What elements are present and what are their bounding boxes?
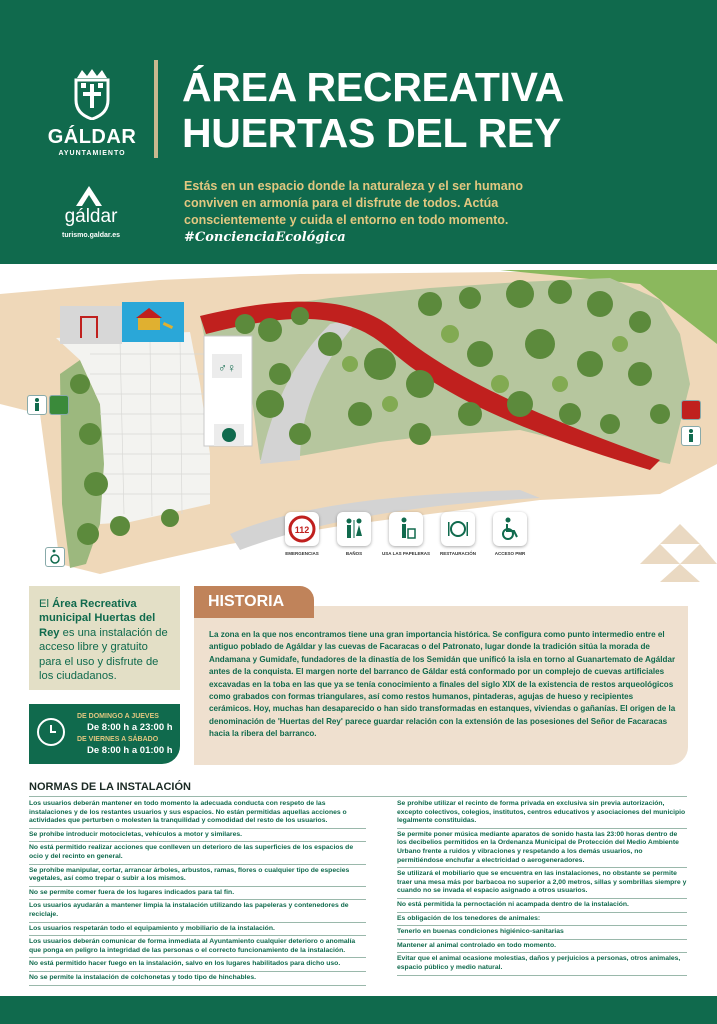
emergency-112-icon (285, 512, 319, 546)
rule-item: No está permitido realizar acciones que conlleven un deterioro de las superficies de los espacios de ocio y del recinto en general. (29, 844, 366, 864)
emergency-number: 112 (294, 525, 310, 535)
brand-subtitle: AYUNTAMIENTO (58, 150, 126, 157)
galdar-tourism-logo-icon (74, 184, 104, 208)
service-label: USA LAS PAPELERAS (382, 551, 431, 556)
rule-item: Los usuarios deberán comunicar de forma inmediata al Ayuntamiento cualquier deterioro o anomalía que ponga en peligro la integridad de las personas o el correcto funcionamiento de la instalación. (29, 938, 366, 958)
info-box (29, 586, 180, 690)
service-label: RESTAURACIÓN (440, 551, 476, 556)
restaurant-icon (441, 512, 475, 546)
rule-item: Tenerlo en buenas condiciones higiénico-sanitarias (397, 928, 687, 940)
intro-text: Estás en un espacio donde la naturaleza y el ser humano conviven en armonía para el disfrute de todos. Actúa conscientemente y cuida el entorno en todo momento. (184, 179, 523, 227)
rule-item: Los usuarios respetarán todo el equipamiento y mobiliario de la instalación. (29, 925, 366, 937)
historia-text (209, 629, 677, 741)
normas-divider (29, 796, 687, 797)
header-divider (154, 60, 158, 158)
hours-time-weekdays: De 8:00 h a 23:00 h (87, 722, 173, 733)
info-text: El (39, 598, 53, 610)
recycling-bin-icon (49, 395, 69, 415)
rule-item: Los usuarios ayudarán a mantener limpia la instalación utilizando las papeleras y contenedores de reciclaje. (29, 902, 366, 922)
normas-title: NORMAS DE LA INSTALACIÓN (29, 781, 191, 793)
trash-bin-icon (681, 426, 701, 446)
rule-item: Se permite poner música mediante aparatos de sonido hasta las 23:00 horas dentro de los decibelios permitidos en la Ordenanza Municipal de Protección del Medio Ambiente Urbano frente a ruidos y vibraciones y respetando a los demás usuarios, no permitiéndose enchufar a electricidad o aerogeneradores. (397, 831, 687, 868)
service-emergencias (278, 512, 326, 557)
rule-item: Se prohíbe utilizar el recinto de forma privada en exclusiva sin previa autorización, excepto colectivos, colegios, institutos, centros educativos y asociaciones del municipio legalmente constituidas. (397, 800, 687, 829)
trash-bin-icon (389, 512, 423, 546)
footer-bar (0, 996, 717, 1024)
wheelchair-icon (45, 547, 65, 567)
service-banos (330, 512, 378, 557)
rule-item: Se utilizará el mobiliario que se encuentra en las instalaciones, no obstante se permite traer una mesa más por barbacoa no superior a 2,00 metros, sillas y sombrillas siempre y cuando no se invada el espacio asignado a otros usuarios. (397, 870, 687, 899)
page-title (182, 64, 564, 156)
hours-label-weekdays: DE DOMINGO A JUEVES (77, 713, 159, 720)
recycling-bin-icon (681, 400, 701, 420)
restroom-icon (337, 512, 371, 546)
info-park-name: Área Recreativa municipal Huertas del Rey (39, 598, 156, 639)
historia-title: HISTORIA (194, 586, 314, 618)
tourism-url[interactable]: turismo.galdar.es (62, 232, 120, 239)
historia-paragraph: La zona en la que nos encontramos tiene una gran importancia histórica. Se configura como punto intermedio entre el antiguo poblado de Agáldar y las cuevas de Facaracas o del Patronato, lugar donde la tradición sitúa la morada de Andamana y Gumidafe, fundadores de la dinastía de los Semidán que unificó la isla en torno al Guanartemato de Agáldar antes de la conquista. El margen norte del barranco de Gáldar está conformado por un complejo de cuevas artificiales excavadas en la toba en las que ya se tenía conocimiento a finales del siglo XIX de la existencia de restos arqueológicos como grabados con formas triangulares, así como restos humanos, pintaderas, agujas de hueso y recipientes cerámicos. Hoy, muchas han desaparecido o han sido transformadas en estanques, viviendas o gañanías. El origen de la denominación de (209, 630, 676, 726)
header (0, 0, 717, 272)
rule-item: No se permite comer fuera de los lugares indicados para tal fin. (29, 889, 366, 901)
hours-label-weekend: DE VIERNES A SÁBADO (77, 736, 159, 743)
brand-name: GÁLDAR (47, 126, 137, 148)
hours-time-weekend: De 8:00 h a 01:00 h (87, 745, 173, 756)
normas-right-column (397, 800, 687, 978)
title-line-1: ÁREA RECREATIVA (182, 64, 564, 110)
historia-highlight: 'Huertas del Rey' (277, 716, 343, 726)
info-text: es una instalación de acceso libre y gratuito para el uso y disfrute de los ciudadanos. (39, 626, 168, 683)
rule-item: Evitar que el animal ocasione molestias, daños y perjuicios a personas, otros animales, espacio público y medio natural. (397, 955, 687, 975)
clock-icon (37, 718, 65, 746)
rule-item: No está permitido hacer fuego en la instalación, salvo en los lugares habilitados para dicho uso. (29, 960, 366, 972)
rule-item: Mantener al animal controlado en todo momento. (397, 942, 687, 954)
tourism-name: gáldar (64, 206, 118, 227)
rule-item: Se prohíbe manipular, cortar, arrancar árboles, arbustos, ramas, flores o cualquier tipo de especies vegetales, así como trepar o subir a los mismos. (29, 867, 366, 887)
svg-text:♂♀: ♂♀ (218, 361, 236, 375)
service-acceso-pmr (486, 512, 534, 557)
trash-bin-icon (27, 395, 47, 415)
rule-item: Se prohíbe introducir motocicletas, vehículos a motor y similares. (29, 831, 366, 843)
service-label: BAÑOS (345, 551, 363, 556)
service-restauracion (434, 512, 482, 557)
rule-item: No está permitida la pernoctación ni acampada dentro de la instalación. (397, 901, 687, 913)
service-label: ACCESO PMR (494, 551, 526, 556)
normas-left-column (29, 800, 366, 988)
galdar-crest-icon (73, 68, 111, 120)
rule-item: Es obligación de los tenedores de animales: (397, 915, 687, 927)
service-papeleras (382, 512, 430, 557)
opening-hours (29, 704, 180, 764)
rule-item: Los usuarios deberán mantener en todo momento la adecuada conducta con respeto de las instalaciones y de los restantes usuarios y sus espacios. No están permitidas aquellas acciones o actividades que perturben o molesten la tranquilidad y comodidad del resto de los usuarios. (29, 800, 366, 829)
services-legend (278, 512, 538, 572)
service-label: EMERGENCIAS (285, 551, 319, 556)
historia-paragraph: parece guardar relación con la extensión de las posesiones del Señor de Facaracas hacia la ribera del barranco. (209, 716, 668, 739)
rule-item: No se permite la instalación de colchonetas y todo tipo de hinchables. (29, 974, 366, 986)
hashtag: #ConcienciaEcológica (184, 230, 346, 245)
wheelchair-icon (493, 512, 527, 546)
title-line-2: HUERTAS DEL REY (182, 110, 561, 156)
